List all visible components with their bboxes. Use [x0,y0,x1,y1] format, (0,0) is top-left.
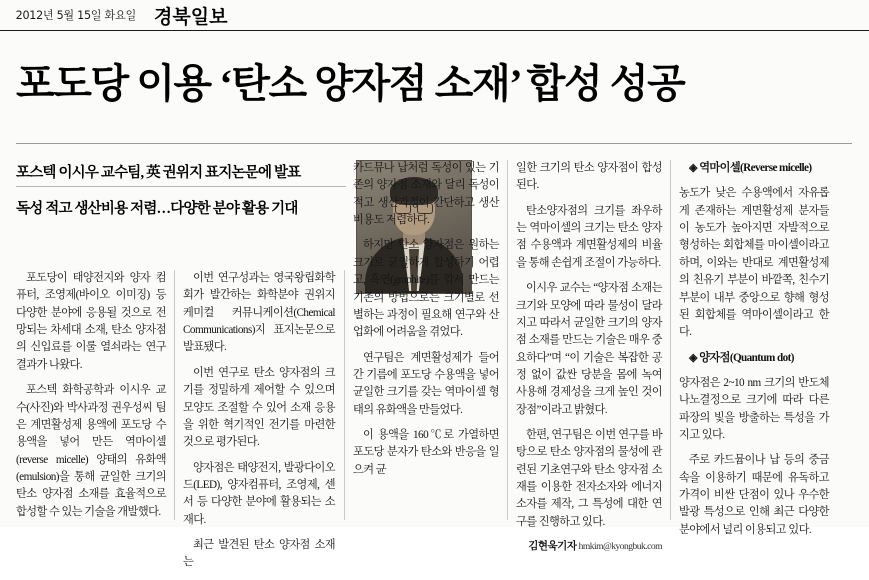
paragraph: 포스텍 화학공학과 이시우 교수(사진)와 박사과정 권우성씨 팀은 계면활성제 용액에 포도당 수용액을 넣어 만든 역마이셀(reverse micelle) 양태의 유화액(emulsion)을 통해 균일한 크기의 탄소 양자점 소재를 효율적으로 합성할 수 있는 기술을 개발했다. [16,384,166,518]
paragraph: 이 용액을 160℃로 가열하면 포도당 분자가 탄소와 반응을 일으켜 균 [353,429,499,476]
paragraph: 한편, 연구팀은 이번 연구를 바탕으로 탄소 양자점의 물성에 관련된 기초연구와 탄소 양자점 소재를 이용한 전자소자와 에너지소자를 제작, 그 특성에 대한 연구를 진행하고 있다. [516,429,662,528]
subheadline-line-2: 독성 적고 생산비용 저렴…다양한 분야 활용 기대 [16,200,298,217]
column-divider-3 [507,160,508,520]
paragraph: 최근 발견된 탄소 양자점 소재는 [183,539,335,569]
subheadline-divider [16,186,346,187]
article-headline: 포도당 이용 ‘탄소 양자점 소재’ 합성 성공 [16,61,685,106]
paragraph: 연구팀은 계면활성제가 들어간 기름에 포도당 수용액을 넣어 균일한 크기를 갖는 역마이셀 형태의 유화액을 만들었다. [353,351,499,416]
headline-divider [16,143,852,144]
paragraph: 양자점은 태양전지, 발광다이오드(LED), 양자컴퓨터, 조영제, 센서 등 다양한 분야에 활용되는 소재다. [183,461,335,526]
glossary-term-body-2: 양자점은 2~10 nm 크기의 반도체 나노결정으로 크기에 따라 다른 파장의 빛을 방출하는 특성을 가지고 있다. [679,376,829,442]
paragraph: 포도당이 태양전지와 양자 컴퓨터, 조영제(바이오 이미징) 등 다양한 분야에 응용될 것으로 전망되는 차세대 소재, 탄소 양자점의 신입료를 이룰 열쇠라는 연구결과가 나왔다. [16,272,166,371]
paragraph: 카드뮤나 납처럼 독성이 있는 기존의 양자점 소재와 달리 독성이 적고 생산과정이 간단하고 생산비용도 저렴하다. [353,162,499,227]
article-byline [516,539,662,555]
article-subheadline [16,163,346,235]
masthead [0,0,869,31]
body-column-2 [183,270,335,580]
glossary-term-body-1: 농도가 낮은 수용액에서 자유롭게 존재하는 계면활성제 분자들이 농도가 높아지면 자발적으로 형성하는 회합체를 마이셀이라고 하며, 이와는 반대로 계면활성제의 친유기 부분이 바깥쪽, 친수기 부분이 내부 중앙으로 향해 형성된 회합체를 역마이셀이라고 한다. [679,187,829,339]
column-divider-1 [174,270,175,520]
publication-date: 2012년 5월 15일 화요일 [15,8,136,22]
paragraph: 하지만 탄소 양자점은 원하는 크기로 균일하게 합성하기 어렵고, 흑연(graphite)를 깎서 만드는 기존의 방법으로는 크기별로 선별하는 과정이 필요해 연구와 산업화에 어려움을 겪었다. [353,239,499,339]
body-column-4 [516,160,662,563]
body-column-5-glossary [679,160,829,547]
paragraph: 이시우 교수는 “양자점 소재는 크기와 모양에 따라 물성이 달라지고 따라서 균일한 크기의 양자점 소재를 만드는 기술은 매우 중요하다”며 “이 기술은 복잡한 공정 없이 값싼 당분을 몸에 녹여 사용해 경제성을 크게 높인 것이 장점”이라고 밝혔다. [516,282,662,416]
paragraph: 일한 크기의 탄소 양자점이 합성된다. [516,162,662,192]
paragraph: 탄소양자점의 크기를 좌우하는 역마이셀의 크기는 탄소 양자점 수용액과 계면활성제의 비율을 통해 손쉽게 조절이 가능하다. [516,204,662,269]
column-divider-2 [344,270,345,520]
glossary-term-heading-1: ◈ 역마이셀(Reverse micelle) [689,162,812,174]
column-divider-4 [670,160,671,520]
body-column-3 [353,160,499,487]
paragraph: 이번 연구성과는 영국왕립화학회가 발간하는 화학분야 권위지 케미컬 커뮤니케이션(Chemical Communications)지 표지논문으로 발표됐다. [183,272,335,354]
subheadline-line-1: 포스텍 이시우 교수팀, 英 권위지 표지논문에 발표 [16,165,301,181]
glossary-term-body-3: 주로 카드뮴이나 납 등의 중금속을 이용하기 때문에 유독하고 가격이 비싼 단점이 있나 우수한 발광 특성으로 인해 최근 다양한 분야에서 널리 이용되고 있다. [679,454,829,536]
paragraph: 이번 연구로 탄소 양자점의 크기를 정밀하게 제어할 수 있으며 모양도 조절할 수 있어 소재 응용을 위한 혁기적인 전기를 마련한 것으로 평가된다. [183,366,335,449]
glossary-term-heading-2: ◈ 양자점(Quantum dot) [689,351,794,364]
newspaper-title: 경북일보 [154,6,228,28]
body-column-1 [16,270,166,529]
byline-reporter-name: 김현욱기자 [528,541,577,553]
byline-reporter-email: hmkim@kyongbuk.com [578,542,662,553]
